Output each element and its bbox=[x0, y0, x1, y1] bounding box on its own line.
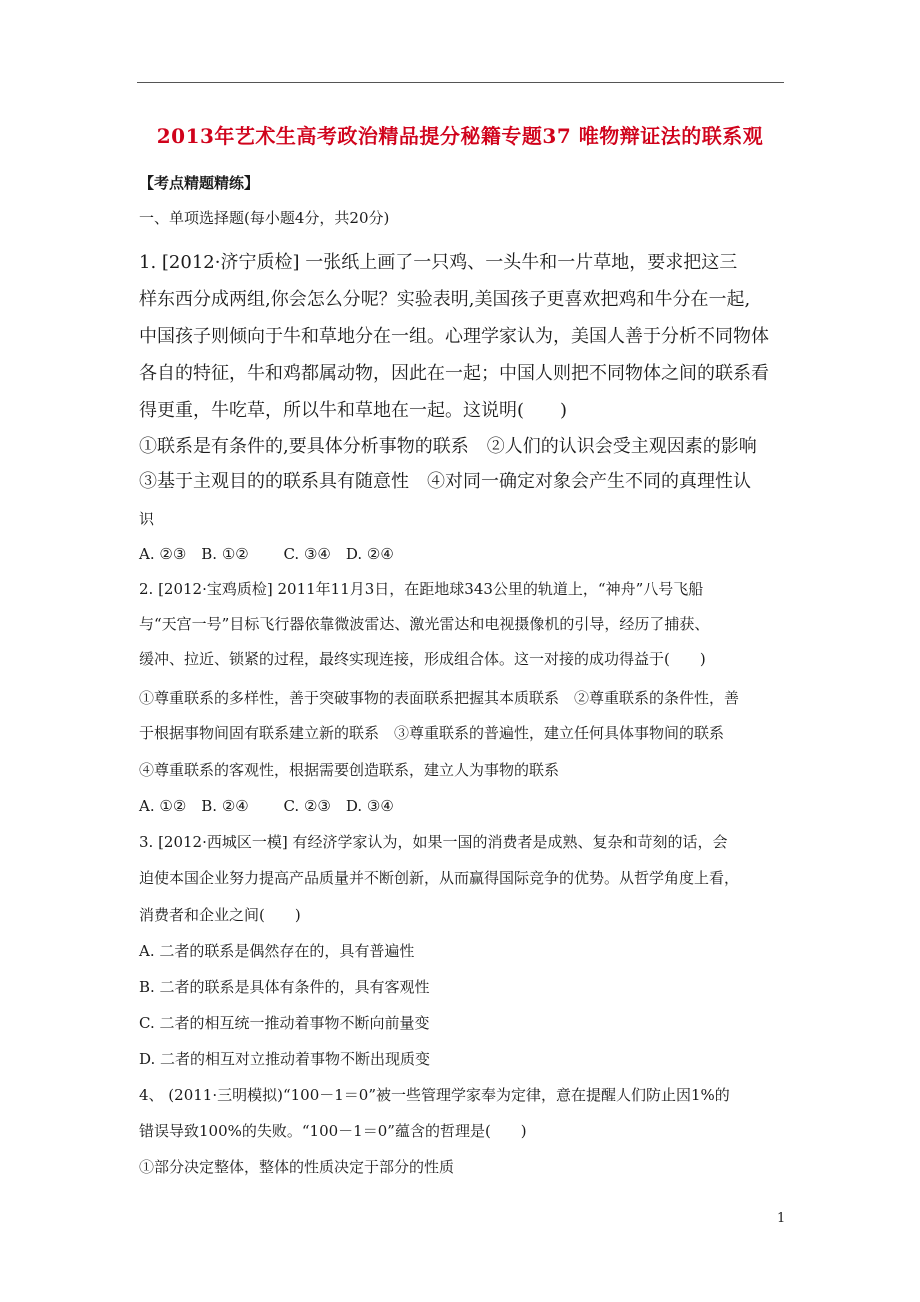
q2-line: ④尊重联系的客观性，根据需要创造联系，建立人为事物的联系 bbox=[139, 761, 560, 779]
q1-line: 各自的特征，牛和鸡都属动物，因此在一起；中国人则把不同物体之间的联系看 bbox=[139, 363, 769, 384]
part-heading: 一、单项选择题(每小题4分，共20分) bbox=[139, 209, 390, 227]
q4-line: ①部分决定整体，整体的性质决定于部分的性质 bbox=[139, 1158, 455, 1176]
q2-line: 2. [2012·宝鸡质检] 2011年11月3日，在距地球343公里的轨道上，“神舟”八号飞船 bbox=[139, 580, 704, 598]
q3-line: 迫使本国企业努力提高产品质量并不断创新，从而赢得国际竞争的优势。从哲学角度上看， bbox=[139, 869, 740, 887]
q1-line: 识 bbox=[139, 510, 155, 528]
q2-line: 缓冲、拉近、锁紧的过程，最终实现连接，形成组合体。这一对接的成功得益于( ) bbox=[139, 650, 706, 668]
q2-line: 与“天宫一号”目标飞行器依靠微波雷达、激光雷达和电视摄像机的引导，经历了捕获、 bbox=[139, 615, 710, 633]
q3-choice: A. 二者的联系是偶然存在的，具有普遍性 bbox=[139, 942, 415, 960]
q3-line: 消费者和企业之间( ) bbox=[139, 906, 301, 924]
header-rule bbox=[137, 82, 784, 83]
q4-line: 错误导致100%的失败。“100－1＝0”蕴含的哲理是( ) bbox=[139, 1122, 527, 1140]
q3-choice: C. 二者的相互统一推动着事物不断向前量变 bbox=[139, 1014, 430, 1032]
q1-line: ③基于主观目的的联系具有随意性 ④对同一确定对象会产生不同的真理性认 bbox=[139, 471, 751, 492]
page-title: 2013年艺术生高考政治精品提分秘籍专题37 唯物辩证法的联系观 bbox=[156, 124, 764, 148]
section-header: 【考点精题精练】 bbox=[139, 174, 260, 192]
q2-options: A. ①② B. ②④ C. ②③ D. ③④ bbox=[139, 797, 394, 815]
q1-line: 1. [2012·济宁质检] 一张纸上画了一只鸡、一头牛和一片草地，要求把这三 bbox=[139, 252, 738, 273]
q1-line: 得更重，牛吃草，所以牛和草地在一起。这说明( ) bbox=[139, 400, 568, 421]
q1-options: A. ②③ B. ①② C. ③④ D. ②④ bbox=[139, 545, 394, 563]
q2-line: ①尊重联系的多样性，善于突破事物的表面联系把握其本质联系 ②尊重联系的条件性，善 bbox=[139, 689, 740, 707]
q1-line: 样东西分成两组,你会怎么分呢？实验表明,美国孩子更喜欢把鸡和牛分在一起, bbox=[139, 289, 751, 310]
page-number: 1 bbox=[777, 1211, 786, 1226]
q1-line: ①联系是有条件的,要具体分析事物的联系 ②人们的认识会受主观因素的影响 bbox=[139, 436, 757, 457]
q3-line: 3. [2012·西城区一模] 有经济学家认为，如果一国的消费者是成熟、复杂和苛刻的话，会 bbox=[139, 833, 728, 851]
q3-choice: B. 二者的联系是具体有条件的，具有客观性 bbox=[139, 978, 430, 996]
q1-line: 中国孩子则倾向于牛和草地分在一组。心理学家认为，美国人善于分析不同物体 bbox=[139, 326, 769, 347]
q3-choice: D. 二者的相互对立推动着事物不断出现质变 bbox=[139, 1050, 431, 1068]
q2-line: 于根据事物间固有联系建立新的联系 ③尊重联系的普遍性，建立任何具体事物间的联系 bbox=[139, 724, 725, 742]
q4-line: 4、 (2011·三明模拟)“100－1＝0”被一些管理学家奉为定律，意在提醒人们防止因1%的 bbox=[139, 1086, 730, 1104]
